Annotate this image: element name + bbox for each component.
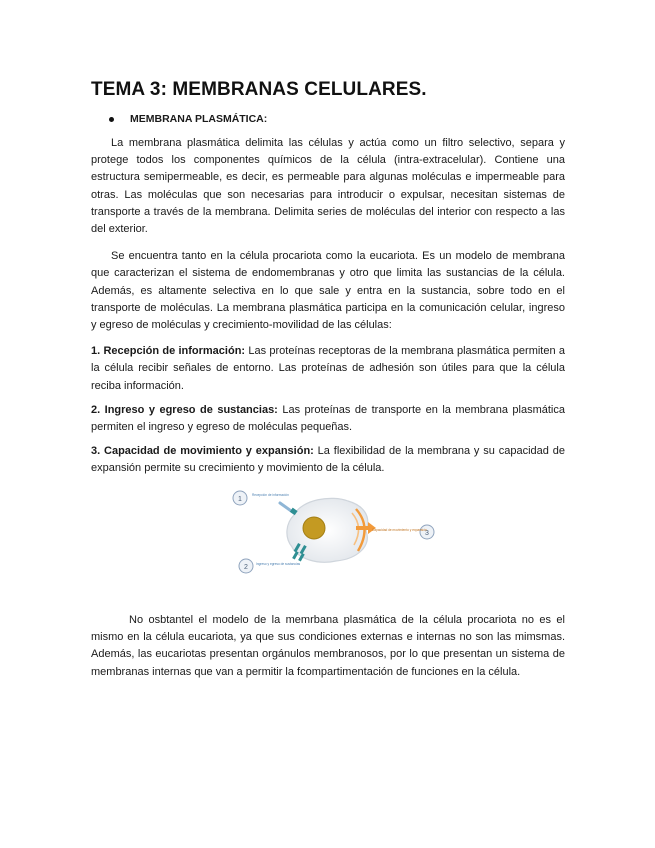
figure-label-2: Ingreso y egreso de sustancias bbox=[256, 562, 301, 566]
numbered-item-1-text: Las proteínas receptoras de la membrana plasmática permiten a la célula recibir señales de entorno. Las proteínas de adhesión son útiles para que la célula reciba información. bbox=[91, 345, 565, 392]
nucleus bbox=[303, 517, 325, 539]
cell-body bbox=[287, 498, 368, 562]
page-title: TEMA 3: MEMBRANAS CELULARES. bbox=[91, 79, 427, 100]
numbered-item-1-label: 1. Recepción de información: bbox=[91, 345, 246, 358]
numbered-item-2 bbox=[91, 402, 565, 436]
channel-protein-c bbox=[292, 551, 299, 559]
cell-membrane-figure bbox=[232, 485, 438, 577]
paragraph-location: Se encuentra tanto en la célula procariota como la eucariota. Es un modelo de membrana que caracterizan el sistema de endomembranas y otro que limita las sustancias de la célula. Además, es altamente selectiva en lo que sale y entra en la sustancia, sobre todo en el transporte de moléculas. La membrana plasmática participa en la comunicación celular, ingreso y egreso de moléculas y crecimiento-movilidad de las células: bbox=[91, 250, 565, 332]
figure-label-1: Recepción de información bbox=[252, 493, 289, 497]
paragraph-conclusion: No osbtantel el modelo de la memrbana plasmática de la célula procariota no es el mismo en la célula eucariota, ya que sus condiciones externas e internas no son las mimsmas. Además, las eucariotas presentan orgánulos membranosos, por lo que presentan un sistema de membranas internas que van a permitir la fcompartimentación de funciones en la célula. bbox=[91, 614, 565, 678]
numbered-item-3 bbox=[91, 443, 565, 477]
section-heading bbox=[109, 112, 565, 126]
numbered-item-2-text: Las proteínas de transporte en la membrana plasmática permiten el ingreso y egreso de moléculas pequeñas. bbox=[91, 403, 565, 434]
paragraph-intro: La membrana plasmática delimita las células y actúa como un filtro selectivo, separa y protege todos los componentes químicos de la célula (intra-extracelular). Contiene una estructura semipermeable, es decir, es permeable para algunas moléculas e impermeable para otras. Las moléculas que son necesarias para introducir o expulsar, necesitan sistemas de transporte a través de la membrana. Delimita series de moléculas del interior con respecto a las del exterior. bbox=[91, 137, 565, 236]
figure-label-3: Capacidad de movimiento y expansión bbox=[372, 528, 427, 532]
document-body bbox=[91, 78, 565, 478]
badge-1-text: 1 bbox=[238, 496, 242, 503]
numbered-item-3-text: La flexibilidad de la membrana y su capacidad de expansión permite su crecimiento y movimiento de la célula. bbox=[91, 445, 565, 475]
numbered-item-3-label: 3. Capacidad de movimiento y expansión: bbox=[91, 445, 314, 458]
section-heading-text: MEMBRANA PLASMÁTICA: bbox=[130, 113, 268, 125]
numbered-item-1 bbox=[91, 343, 565, 395]
badge-2-text: 2 bbox=[244, 564, 248, 571]
final-section bbox=[91, 612, 565, 681]
bullet-icon bbox=[109, 117, 114, 122]
badge-3-text: 3 bbox=[425, 530, 429, 537]
numbered-item-2-label: 2. Ingreso y egreso de sustancias: bbox=[91, 403, 278, 416]
